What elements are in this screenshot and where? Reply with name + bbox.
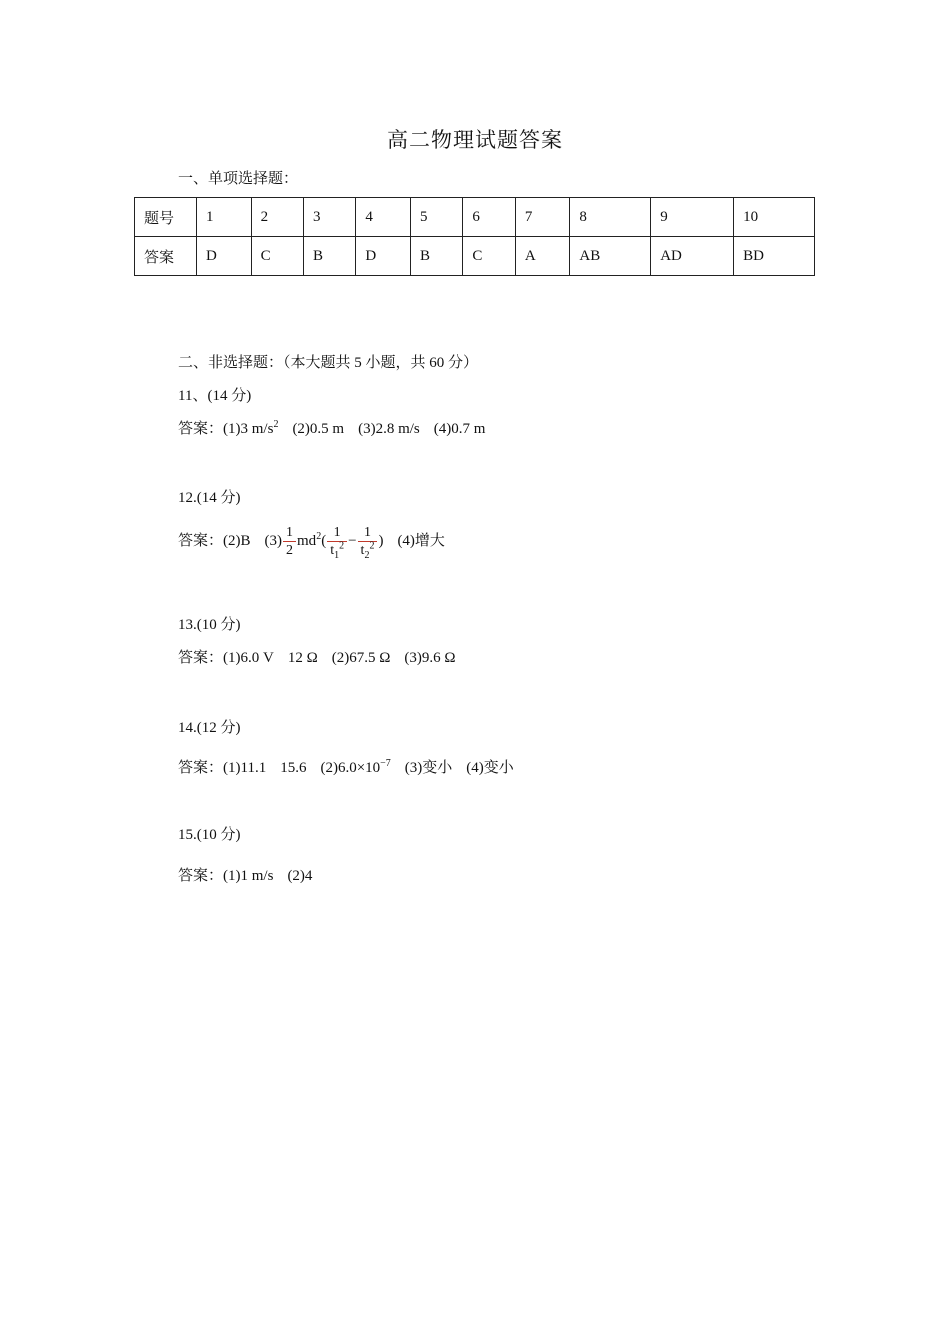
fraction-half: $\frac{1}{2}$ <box>283 524 296 559</box>
q15-part2: (2)4 <box>287 868 313 884</box>
q12-answer: 答案：(2)B (3) $\frac{1}{2}$ $md^2$( $\frac{1}{t_1^2}$ − $\frac{1}{t_2^2}$ ) (4)增大 <box>178 525 445 561</box>
table-cell: 2 <box>251 198 303 237</box>
row-label-number: 题号 <box>135 198 197 237</box>
q14-part1: (1)11.1 <box>223 760 267 776</box>
answer-prefix: 答案： <box>178 650 224 666</box>
answer-prefix: 答案： <box>178 868 224 884</box>
q14-part1b: 15.6 <box>280 760 307 776</box>
table-cell: 4 <box>356 198 411 237</box>
q14-header: 14.(12 分) <box>178 720 241 736</box>
q12-part3-label: (3) <box>264 533 283 549</box>
q15-answer <box>178 864 312 885</box>
table-cell: 10 <box>734 198 815 237</box>
table-cell: D <box>197 237 252 276</box>
table-cell: D <box>356 237 411 276</box>
q13-part1b: 12 Ω <box>287 650 318 666</box>
table-cell: 1 <box>197 198 252 237</box>
q14-part2: (2)6.0×10 <box>320 760 381 776</box>
page-title: 高二物理试题答案 <box>387 128 563 152</box>
q13-part3: (3)9.6 Ω <box>404 650 456 666</box>
q13-part2: (2)67.5 Ω <box>331 650 391 666</box>
table-cell: 7 <box>515 198 570 237</box>
section2-heading: 二、非选择题：（本大题共 5 小题，共 60 分） <box>178 355 479 371</box>
q11-part1: (1)3 m/s <box>223 421 274 437</box>
q14-part4: (4)变小 <box>466 760 514 776</box>
q11-part4: (4)0.7 m <box>433 421 486 437</box>
table-cell: C <box>463 237 515 276</box>
q11-part1-exponent: 2 <box>273 419 279 430</box>
table-cell: 5 <box>411 198 463 237</box>
q11-part2: (2)0.5 m <box>292 421 345 437</box>
q11-part3: (3)2.8 m/s <box>358 421 420 437</box>
fraction-1-over-t1sq: $\frac{1}{t_1^2}$ <box>327 524 347 559</box>
q12-md: md <box>297 533 317 549</box>
answer-prefix: 答案： <box>178 533 224 549</box>
fraction-1-over-t2sq: $\frac{1}{t_2^2}$ <box>358 524 378 559</box>
q14-part3: (3)变小 <box>404 760 453 776</box>
q13-answer <box>178 646 456 667</box>
table-cell: BD <box>734 237 815 276</box>
table-cell: 6 <box>463 198 515 237</box>
q11-answer <box>178 417 485 438</box>
table-row <box>135 198 815 237</box>
table-cell: AB <box>570 237 651 276</box>
table-cell: C <box>251 237 303 276</box>
answer-prefix: 答案： <box>178 421 224 437</box>
table-cell: 3 <box>304 198 356 237</box>
table-row <box>135 237 815 276</box>
answer-prefix: 答案： <box>178 760 224 776</box>
q14-part2-exponent: −7 <box>380 758 391 769</box>
q12-header: 12.(14 分) <box>178 490 241 506</box>
minus-sign: − <box>348 533 357 549</box>
q11-header: 11、(14 分) <box>178 388 252 404</box>
q14-answer <box>178 756 514 777</box>
q13-header: 13.(10 分) <box>178 617 241 633</box>
table-cell: 9 <box>651 198 734 237</box>
table-cell: B <box>411 237 463 276</box>
answer-table <box>134 197 815 276</box>
q15-header: 15.(10 分) <box>178 827 241 843</box>
table-cell: AD <box>651 237 734 276</box>
section1-heading: 一、单项选择题： <box>178 171 299 187</box>
q15-part1: (1)1 m/s <box>223 868 274 884</box>
q12-part4: (4)增大 <box>397 533 445 549</box>
table-cell: 8 <box>570 198 651 237</box>
q12-part2: (2)B <box>223 533 251 549</box>
q13-part1: (1)6.0 V <box>223 650 274 666</box>
row-label-answer: 答案 <box>135 237 197 276</box>
table-cell: A <box>515 237 570 276</box>
table-cell: B <box>304 237 356 276</box>
